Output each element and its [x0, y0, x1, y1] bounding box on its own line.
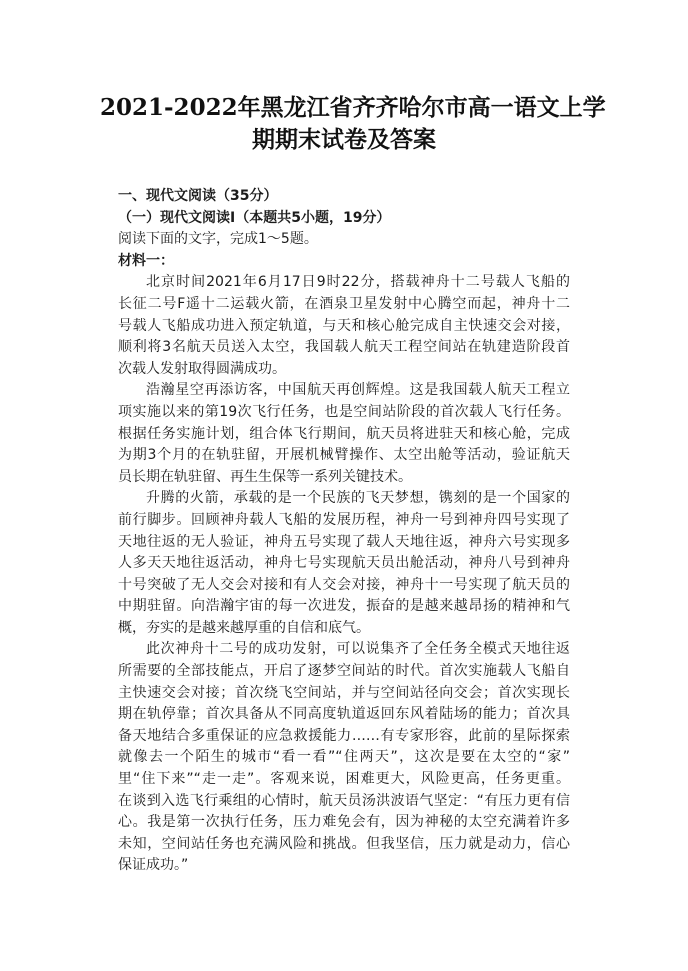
- paragraph-line: 未知，空间站任务也充满风险和挑战。但我坚信，压力就是动力，信心: [118, 835, 570, 852]
- paragraph-line: 中期驻留。向浩瀚宇宙的每一次进发，振奋的是越来越昂扬的精神和气: [118, 598, 570, 615]
- paragraph-line: 所需要的全部技能点，开启了逐梦空间站的时代。首次实施载人飞船自: [118, 663, 570, 680]
- title-line-2: 期期末试卷及答案: [252, 126, 436, 153]
- paragraph-line: 天地往返的无人验证，神舟五号实现了载人天地往返，神舟六号实现多: [118, 533, 570, 550]
- paragraph-3: [118, 488, 570, 639]
- paragraph-line: 前行脚步。回顾神舟载人飞船的发展历程，神舟一号到神舟四号实现了: [118, 511, 570, 528]
- paragraph-line: 概，夯实的是越来越厚重的自信和底气。: [118, 619, 370, 636]
- paragraph-1: [118, 272, 570, 380]
- paragraph-line: 员长期在轨驻留、再生生保等一系列关键技术。: [118, 468, 412, 485]
- reading-instruction: 阅读下面的文字，完成1～5题。: [118, 231, 318, 248]
- paragraph-line: 主快速交会对接；首次绕飞空间站，并与空间站径向交会；首次实现长: [118, 684, 570, 701]
- paragraph-line: 保证成功。”: [118, 857, 189, 874]
- paragraph-line: 里“住下来”“走一走”。客观来说，困难更大，风险更高，任务更重。: [118, 771, 570, 788]
- paragraph-line: 人多天天地往返活动，神舟七号实现航天员出舱活动，神舟八号到神舟: [118, 555, 570, 572]
- paragraph-line: 在谈到入选飞行乘组的心情时，航天员汤洪波语气坚定：“有压力更有信: [118, 792, 570, 809]
- paragraph-line: 备天地结合多重保证的应急救援能力……有专家形容，此前的星际探索: [118, 727, 570, 744]
- paragraph-line: 心。我是第一次执行任务，压力难免会有，因为神秘的太空充满着许多: [118, 814, 570, 831]
- paragraph-2: [118, 380, 570, 488]
- paragraph-line: 根据任务实施计划，组合体飞行期间，航天员将进驻天和核心舱，完成: [118, 425, 570, 442]
- paragraph-line: 项实施以来的第19次飞行任务，也是空间站阶段的首次载人飞行任务。: [118, 403, 570, 420]
- paragraph-line: 期在轨停靠；首次具备从不同高度轨道返回东风着陆场的能力；首次具: [118, 706, 570, 723]
- document-body: [118, 186, 570, 877]
- paragraph-line: 次载人发射取得圆满成功。: [118, 360, 286, 377]
- paragraph-line: 浩瀚星空再添访客，中国航天再创辉煌。这是我国载人航天工程立: [146, 382, 570, 399]
- subsection-heading: （一）现代文阅读Ⅰ（本题共5小题，19分）: [118, 209, 391, 226]
- paragraph-line: 此次神舟十二号的成功发射，可以说集齐了全任务全模式天地往返: [146, 641, 570, 658]
- paragraph-line: 长征二号F遥十二运载火箭，在酒泉卫星发射中心腾空而起，神舟十二: [118, 295, 570, 312]
- paragraph-line: 北京时间2021年6月17日9时22分，搭载神舟十二号载人飞船的: [146, 274, 570, 291]
- section-heading: 一、现代文阅读（35分）: [118, 188, 278, 204]
- paragraph-line: 号载人飞船成功进入预定轨道，与天和核心舱完成自主快速交会对接，: [118, 317, 570, 334]
- title-line-1: 2021-2022年黑龙江省齐齐哈尔市高一语文上学: [100, 94, 606, 121]
- paragraph-line: 升腾的火箭，承载的是一个民族的飞天梦想，镌刻的是一个国家的: [146, 490, 570, 507]
- paragraph-line: 十号突破了无人交会对接和有人交会对接，神舟十一号实现了航天员的: [118, 576, 570, 593]
- document-title: [100, 92, 606, 156]
- material-label: 材料一：: [118, 252, 174, 269]
- paragraph-4: [118, 639, 570, 877]
- paragraph-line: 就像去一个陌生的城市“看一看”“住两天”，这次是要在太空的“家”: [118, 749, 570, 766]
- paragraph-line: 为期3个月的在轨驻留，开展机械臂操作、太空出舱等活动，验证航天: [118, 447, 570, 464]
- paragraph-line: 顺利将3名航天员送入太空，我国载人航天工程空间站在轨建造阶段首: [118, 339, 570, 356]
